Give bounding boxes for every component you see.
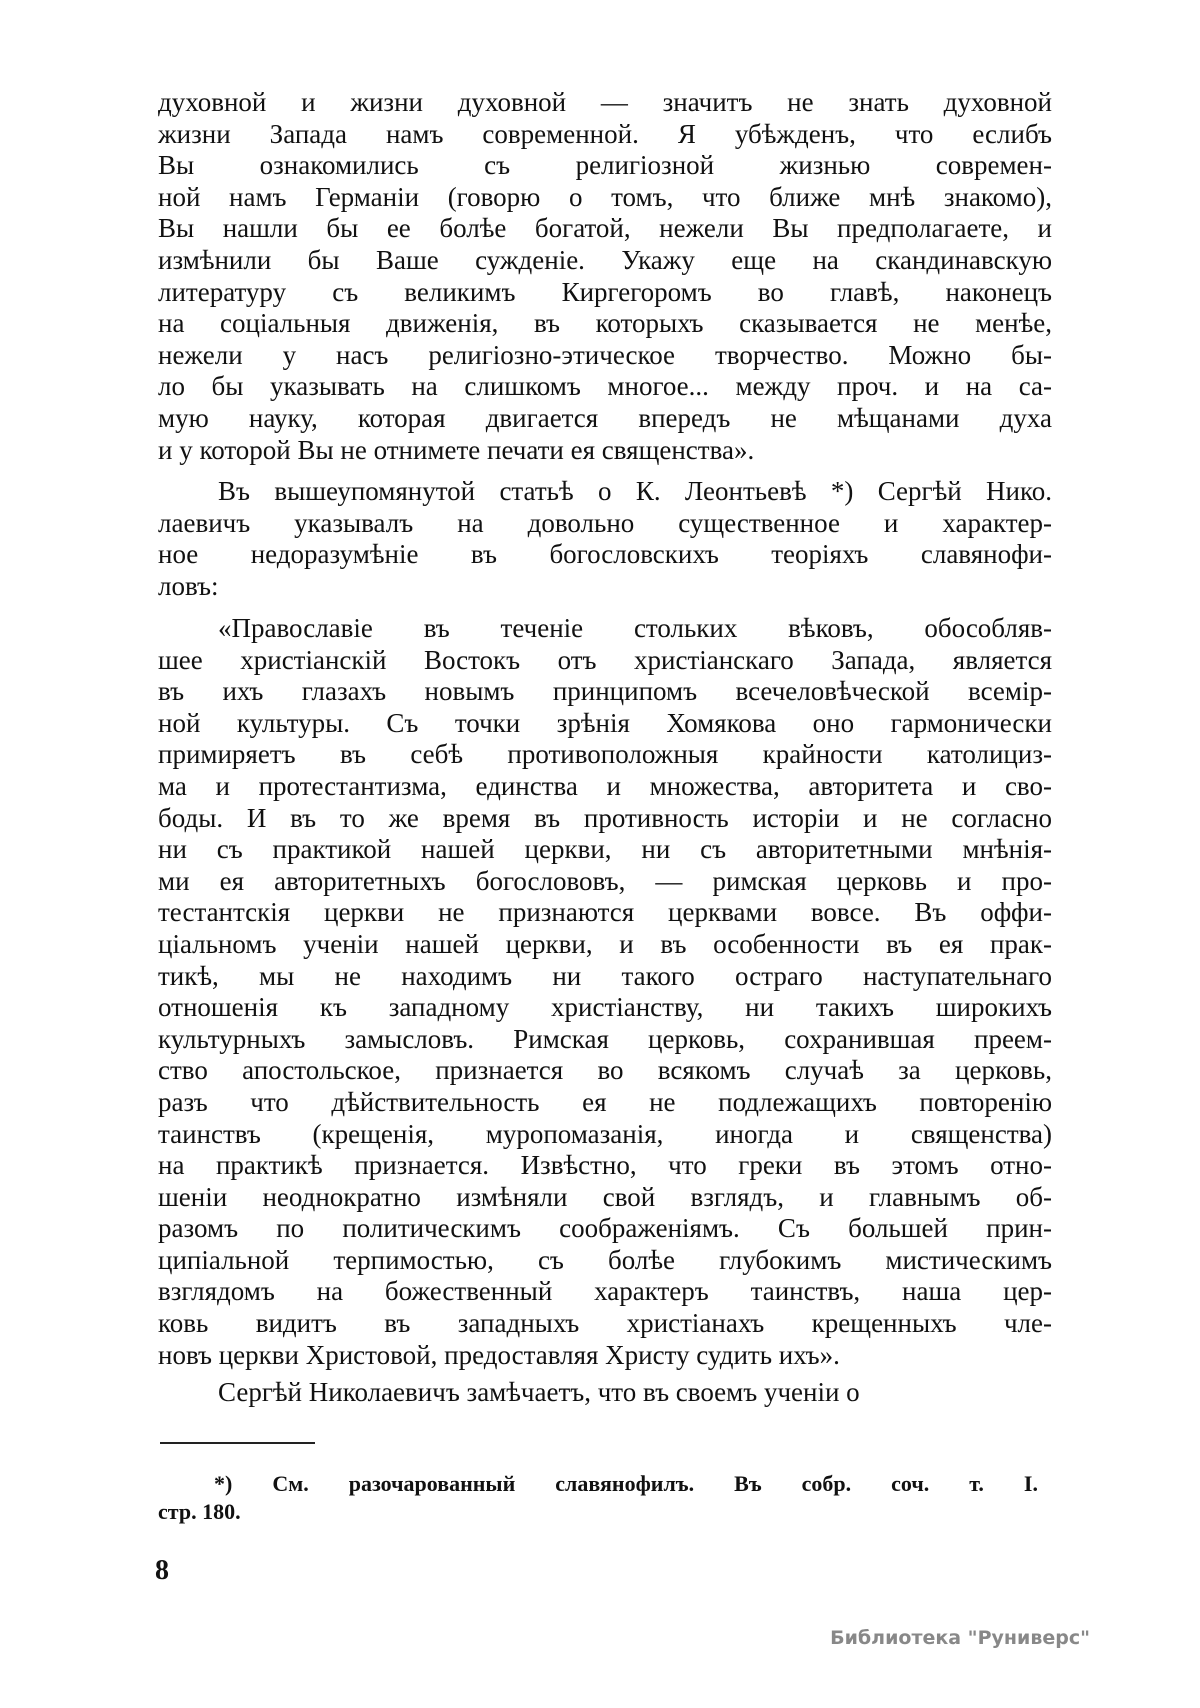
text-line: на практикѣ признается. Извѣстно, что греки въ этомъ отно- <box>158 1150 1052 1181</box>
paragraph-4 <box>158 1377 1052 1409</box>
library-watermark: Библиотека "Руниверс" <box>830 1627 1090 1649</box>
text-line: цiальномъ ученiи нашей церкви, и въ особенности въ ея прак- <box>158 928 1052 959</box>
text-line: ло бы указывать на слишкомъ многое... между проч. и на са- <box>158 371 1052 402</box>
text-line: отношенiя къ западному христiанству, ни такихъ широкихъ <box>158 992 1052 1023</box>
text-line: нежели у насъ религiозно-этическое творчество. Можно бы- <box>158 339 1052 370</box>
footnote-divider <box>160 1442 315 1444</box>
text-line: въ ихъ глазахъ новымъ принципомъ всечеловѣческой всемiр- <box>158 676 1052 707</box>
text-line: измѣнили бы Ваше сужденiе. Укажу еще на скандинавскую <box>158 244 1052 275</box>
text-line: тикѣ, мы не находимъ ни такого остраго наступательнаго <box>158 960 1052 991</box>
text-line: ни съ практикой нашей церкви, ни съ авторитетными мнѣнiя- <box>158 834 1052 865</box>
text-line: Вы нашли бы ее болѣе богатой, нежели Вы предполагаете, и <box>158 213 1052 244</box>
text-line: разомъ по политическимъ соображенiямъ. Съ большей прин- <box>158 1213 1052 1244</box>
text-line: примиряетъ въ себѣ противоположныя крайности католициз- <box>158 739 1052 770</box>
text-line: разъ что дѣйствительность ея не подлежащихъ повторенiю <box>158 1086 1052 1117</box>
text-line: ной культуры. Съ точки зрѣнiя Хомякова оно гармонически <box>158 707 1052 738</box>
text-line: «Православiе въ теченiе стольких вѣковъ, обособляв- <box>218 613 1052 643</box>
text-line: на соцiальныя движенiя, въ которыхъ сказывается не менѣе, <box>158 308 1052 339</box>
text-line: жизни Запада намъ современной. Я убѣжденъ, что еслибъ <box>158 118 1052 149</box>
text-line: ковь видитъ въ западныхъ христiанахъ крещенныхъ чле- <box>158 1308 1052 1339</box>
text-line: ное недоразумѣнiе въ богословскихъ теорiяхъ славянофи- <box>158 539 1052 570</box>
text-line: мую науку, которая двигается впередъ не мѣщанами духа <box>158 402 1052 433</box>
text-line: боды. И въ то же время въ противность исторiи и не согласно <box>158 802 1052 833</box>
footnote <box>158 1470 1038 1526</box>
text-line: литературу съ великимъ Киргегоромъ во главѣ, наконецъ <box>158 276 1052 307</box>
text-line: Вы ознакомились съ религiозной жизнью современ- <box>158 150 1052 181</box>
text-line: шенiи неоднократно измѣняли свой взглядъ, и главнымъ об- <box>158 1181 1052 1212</box>
text-line: Сергѣй Николаевичъ замѣчаетъ, что въ своемъ ученiи о <box>218 1377 860 1407</box>
text-line: духовной и жизни духовной — значитъ не знать духовной <box>158 87 1052 117</box>
text-line: ловъ: <box>158 570 219 601</box>
text-line: лаевичъ указывалъ на довольно существенное и характер- <box>158 507 1052 538</box>
text-line: культурныхъ замысловъ. Римская церковь, сохранившая преем- <box>158 1023 1052 1054</box>
text-line: ной намъ Германiи (говорю о томъ, что ближе мнѣ знакомо), <box>158 181 1052 212</box>
text-line: взглядомъ на божественный характеръ таинствъ, наша цер- <box>158 1276 1052 1307</box>
text-line: и у которой Вы не отнимете печати ея священства». <box>158 434 755 465</box>
text-line: шее христiанскiй Востокъ отъ христiанскаго Запада, является <box>158 644 1052 675</box>
paragraph-1 <box>158 87 1052 466</box>
footnote-line: стр. 180. <box>158 1499 241 1524</box>
text-line: ство апостольское, признается во всякомъ случаѣ за церковь, <box>158 1055 1052 1086</box>
paragraph-2 <box>158 476 1052 602</box>
text-line: новъ церкви Христовой, предоставляя Христу судить ихъ». <box>158 1339 840 1370</box>
text-line: тестантскiя церкви не признаются церквами вовсе. Въ оффи- <box>158 897 1052 928</box>
page-number: 8 <box>155 1555 169 1586</box>
text-line: Въ вышеупомянутой статьѣ о К. Леонтьевѣ *) Сергѣй Нико. <box>218 476 1052 506</box>
text-line: ма и протестантизма, единства и множества, авторитета и сво- <box>158 770 1052 801</box>
footnote-line: *) См. разочарованный славянофилъ. Въ собр. соч. т. I. <box>214 1471 1038 1496</box>
text-line: ми ея авторитетныхъ богослововъ, — римская церковь и про- <box>158 865 1052 896</box>
text-line: таинствъ (крещенiя, муропомазанiя, иногда и священства) <box>158 1118 1052 1149</box>
paragraph-3-quote <box>158 613 1052 1371</box>
text-line: ципiальной терпимостью, съ болѣе глубокимъ мистическимъ <box>158 1244 1052 1275</box>
